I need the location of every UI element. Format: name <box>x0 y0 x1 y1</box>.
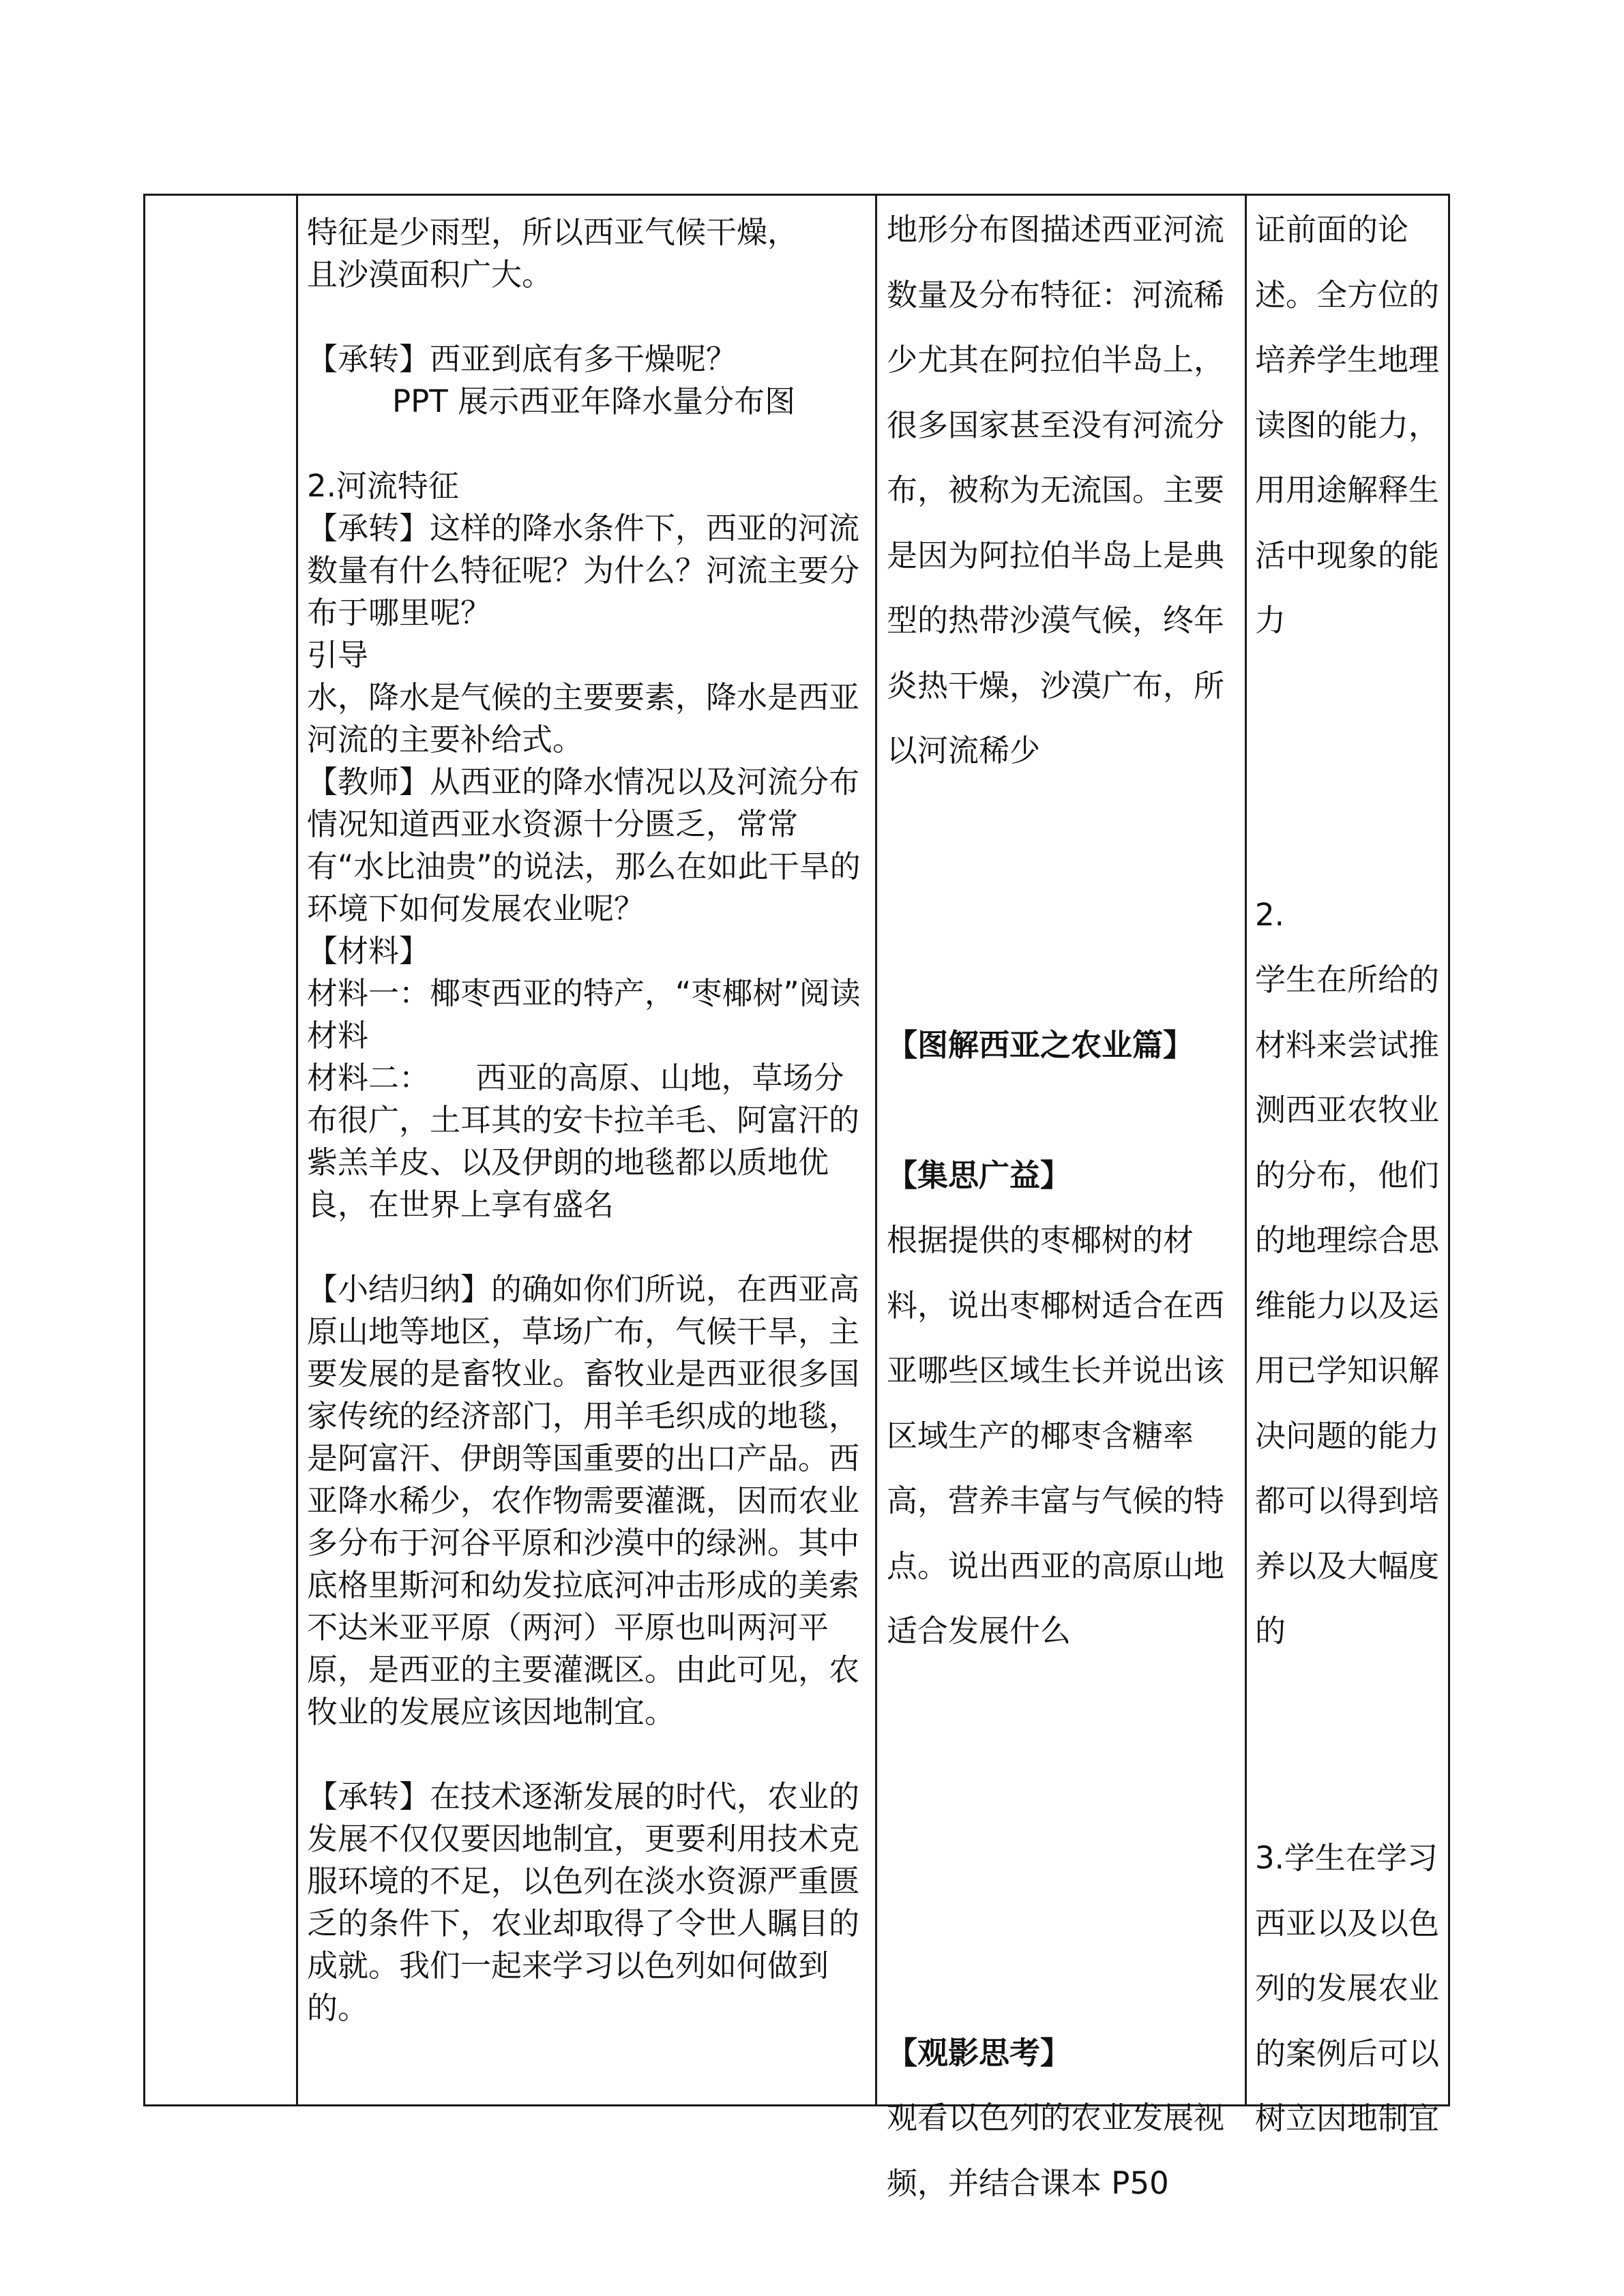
yindao-line: 引导 <box>307 637 369 673</box>
column-divider-1 <box>296 194 298 2106</box>
table-cell-student-activity <box>887 194 1241 2201</box>
paragraph-date-palm-task: 根据提供的枣椰树的材料，说出枣椰树适合在西亚哪些区域生长并说出该区域生产的椰枣含糖率高，营养丰富与气候的特点。说出西亚的高原山地适合发展什么 <box>887 1222 1225 1649</box>
tag-summary: 【小结归纳】 <box>307 1271 492 1307</box>
ppt-line: PPT 展示西亚年降水量分布图 <box>392 383 796 419</box>
paragraph-summary <box>307 1268 866 1733</box>
paragraph-intent-2: 学生在所给的材料来尝试推测西亚农牧业的分布，他们的地理综合思维能力以及运用已学知识解决问题的能力都可以得到培养以及大幅度的 <box>1255 961 1440 1649</box>
paragraph-intent-1: 证前面的论述。全方位的培养学生地理读图的能力，用用途解释生活中现象的能力 <box>1255 211 1440 638</box>
paragraph-intent-3: 3.学生在学习西亚以及以色列的发展农业的案例后可以树立因地制宜 <box>1255 1840 1440 2136</box>
teacher-text: 从西亚的降水情况以及河流分布情况知道西亚水资源十分匮乏，常常有“水比油贵”的说法，那么在如此干旱的环境下如何发展农业呢？ <box>307 764 861 927</box>
paragraph-material-1: 材料一：椰枣西亚的特产，“枣椰树”阅读材料 <box>307 975 861 1054</box>
section-heading-river: 2.河流特征 <box>307 468 459 504</box>
table-cell-teacher-activity <box>307 194 866 2106</box>
table-right-border <box>1448 194 1450 2106</box>
text-line: 且沙漠面积广大。 <box>307 256 553 293</box>
summary-text: 的确如你们所说，在西亚高原山地等地区，草场广布，气候干旱，主要发展的是畜牧业。畜牧业是西亚很多国家传统的经济部门，用羊毛织成的地毯，是阿富汗、伊朗等国重要的出口产品。西亚降水稀少，农作物需要灌溉，因而农业多分布于河谷平原和沙漠中的绿洲。其中底格里斯河和幼发拉底河冲击形成的美索不达米亚平原（两河）平原也叫两河平原，是西亚的主要灌溉区。由此可见，农牧业的发展应该因地制宜。 <box>307 1271 860 1730</box>
chengzhuan-text: 这样的降水条件下，西亚的河流数量有什么特征呢？为什么？河流主要分布于哪里呢？ <box>307 510 860 631</box>
heading-jisi-guangyi: 【集思广益】 <box>887 1157 1072 1193</box>
chengzhuan-text: 在技术逐渐发展的时代，农业的发展不仅仅要因地制宜，更要利用技术克服环境的不足，以色列在淡水资源严重匮乏的条件下，农业却取得了令世人瞩目的成就。我们一起来学习以色列如何做到的。 <box>307 1778 860 2026</box>
tag-teacher: 【教师】 <box>307 764 430 800</box>
paragraph-chengzhuan-2 <box>307 507 866 634</box>
table-cell-column-1 <box>145 194 295 2106</box>
tag-chengzhuan: 【承转】 <box>307 510 430 546</box>
heading-agriculture: 【图解西亚之农业篇】 <box>887 1027 1194 1063</box>
tag-chengzhuan: 【承转】 <box>307 1778 430 1815</box>
tag-material: 【材料】 <box>307 933 430 969</box>
paragraph-video-task: 观看以色列的农业发展视频，并结合课本 P50 <box>887 2100 1225 2201</box>
intent-number-2: 2. <box>1255 897 1284 933</box>
chengzhuan-text: 西亚到底有多干燥呢？ <box>430 341 737 377</box>
paragraph-material-2: 材料二： 西亚的高原、山地，草场分布很广，土耳其的安卡拉羊毛、阿富汗的紫羔羊皮、以及伊朗的地毯都以质地优良，在世界上享有盛名 <box>307 1060 860 1223</box>
column-divider-3 <box>1245 194 1247 2106</box>
table-cell-design-intent <box>1255 194 1446 2136</box>
column-divider-2 <box>875 194 877 2106</box>
paragraph-chengzhuan-3 <box>307 1776 866 2029</box>
paragraph-rain: 水，降水是气候的主要要素，降水是西亚河流的主要补给式。 <box>307 679 860 758</box>
heading-video-thinking: 【观影思考】 <box>887 2035 1072 2071</box>
paragraph-teacher <box>307 761 866 930</box>
paragraph-chengzhuan-1 <box>307 338 866 381</box>
tag-chengzhuan: 【承转】 <box>307 341 430 377</box>
text-line: 特征是少雨型，所以西亚气候干燥， <box>307 214 799 250</box>
paragraph-river-description: 地形分布图描述西亚河流数量及分布特征：河流稀少尤其在阿拉伯半岛上，很多国家甚至没有河流分布，被称为无流国。主要是因为阿拉伯半岛上是典型的热带沙漠气候，终年炎热干燥，沙漠广布，所以河流稀少 <box>887 211 1225 769</box>
